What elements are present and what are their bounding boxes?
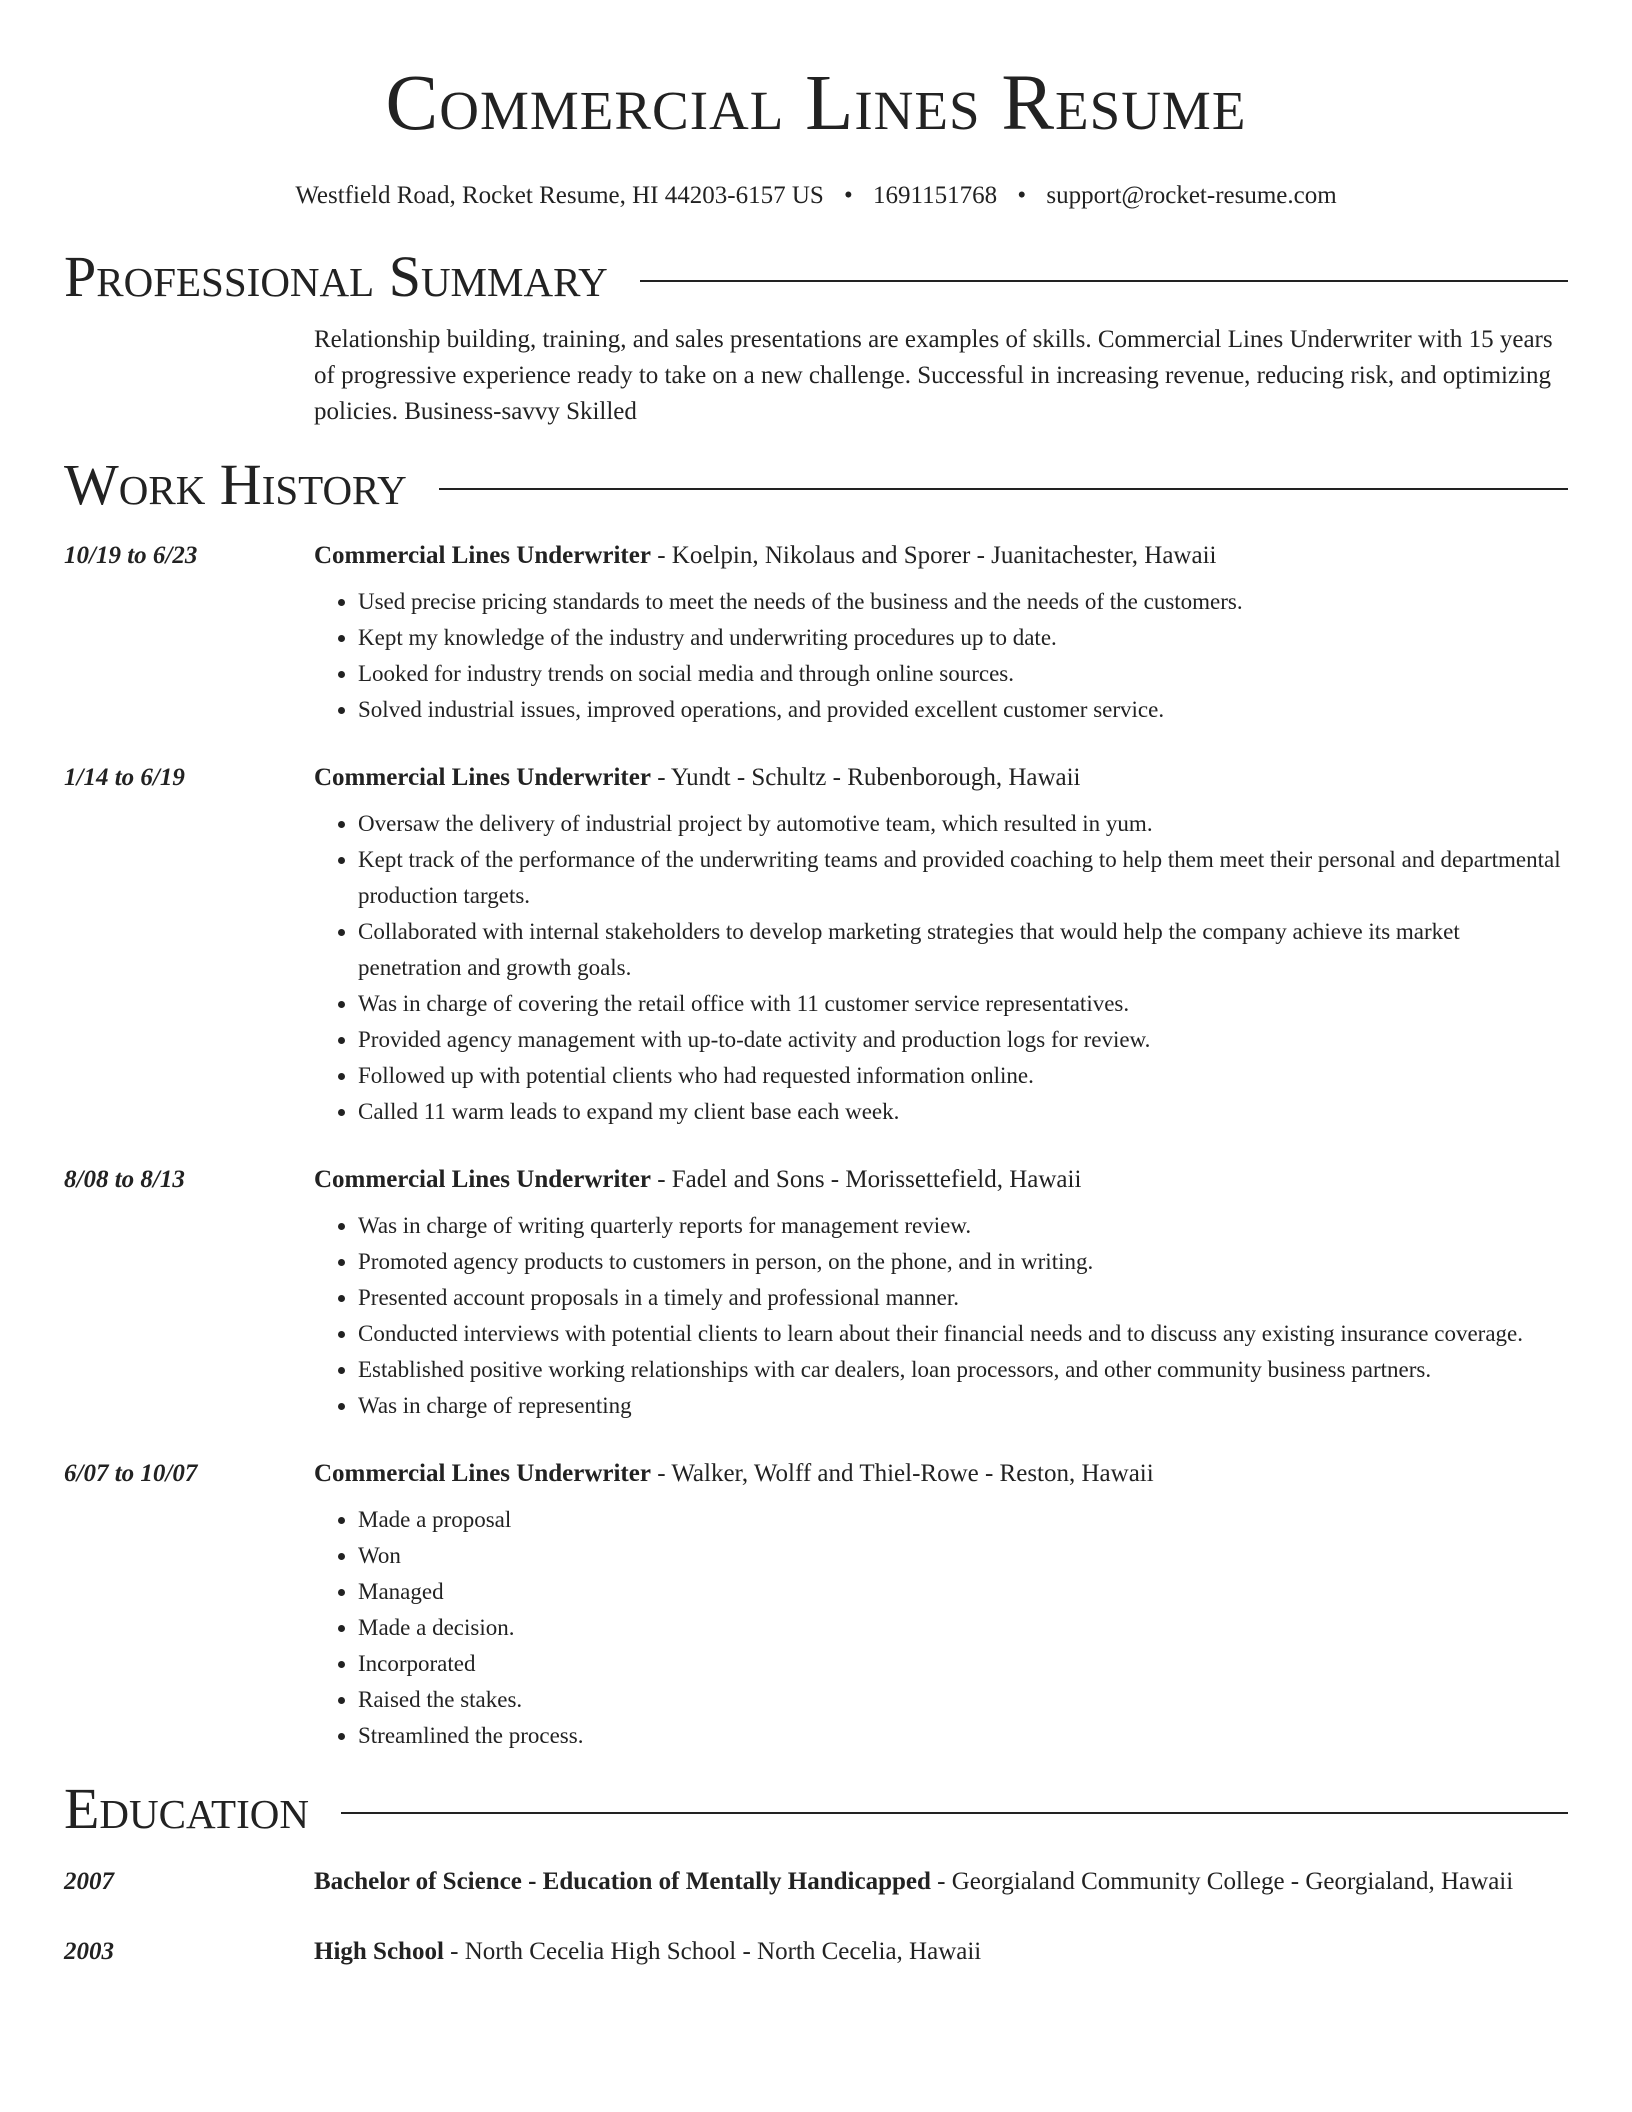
contact-address: Westfield Road, Rocket Resume, HI 44203-6157 US (295, 182, 824, 209)
job-bullet: • Collaborated with internal stakeholders to develop marketing strategies that would help the company achieve its market penetration and growth goals. (358, 914, 1568, 986)
job-header (314, 760, 1568, 796)
job-bullet: • Established positive working relationships with car dealers, loan processors, and other community business partners. (358, 1352, 1568, 1388)
job-bullets (314, 1208, 1568, 1424)
job-details (314, 1162, 1568, 1424)
job-dates: 10/19 to 6/23 (64, 542, 198, 569)
education-section-header (64, 1774, 1568, 1844)
job-dates: 6/07 to 10/07 (64, 1460, 198, 1487)
job-details (314, 1456, 1568, 1754)
work-section-header (64, 450, 1568, 520)
job-bullet: • Made a decision. (358, 1610, 1568, 1646)
education-school: - Georgialand Community College - Georgialand, Hawaii (930, 1868, 1514, 1895)
job-bullet: • Made a proposal (358, 1502, 1568, 1538)
education-entry (64, 1934, 1568, 1970)
job-bullet: • Used precise pricing standards to meet the needs of the business and the needs of the customers. (358, 584, 1568, 620)
education-year: 2007 (64, 1868, 114, 1895)
summary-heading: Professional Summary (64, 244, 608, 309)
summary-section-header (64, 242, 1568, 312)
job-bullet: • Provided agency management with up-to-date activity and production logs for review. (358, 1022, 1568, 1058)
education-details (314, 1934, 1568, 1970)
education-heading: Education (64, 1776, 309, 1841)
job-entry (64, 760, 1568, 1130)
job-bullet: • Raised the stakes. (358, 1682, 1568, 1718)
job-bullet: • Managed (358, 1574, 1568, 1610)
job-details (314, 538, 1568, 728)
job-bullet: • Was in charge of writing quarterly reports for management review. (358, 1208, 1568, 1244)
section-divider (439, 488, 1568, 490)
contact-line (64, 180, 1568, 212)
education-school: - North Cecelia High School - North Cecelia, Hawaii (443, 1938, 982, 1965)
section-divider (341, 1812, 1568, 1814)
job-header (314, 1456, 1568, 1492)
summary-row (64, 322, 1568, 430)
job-title: Commercial Lines Underwriter (314, 764, 651, 791)
education-degree: High School (314, 1938, 444, 1965)
job-bullet: • Oversaw the delivery of industrial project by automotive team, which resulted in yum. (358, 806, 1568, 842)
job-dates: 8/08 to 8/13 (64, 1166, 185, 1193)
job-title: Commercial Lines Underwriter (314, 542, 651, 569)
summary-left-spacer (64, 322, 314, 430)
job-bullets (314, 1502, 1568, 1754)
section-divider (640, 280, 1568, 282)
job-bullets (314, 806, 1568, 1130)
job-bullet: • Promoted agency products to customers in person, on the phone, and in writing. (358, 1244, 1568, 1280)
job-header (314, 1162, 1568, 1198)
job-bullet: • Presented account proposals in a timely and professional manner. (358, 1280, 1568, 1316)
job-bullets (314, 584, 1568, 728)
job-company: - Koelpin, Nikolaus and Sporer - Juanitachester, Hawaii (650, 542, 1217, 569)
job-bullet: • Called 11 warm leads to expand my client base each week. (358, 1094, 1568, 1130)
job-bullet: • Won (358, 1538, 1568, 1574)
contact-phone: 1691151768 (873, 182, 998, 209)
job-entry (64, 1162, 1568, 1424)
work-heading: Work History (64, 452, 407, 517)
resume-page (64, 0, 1568, 1970)
job-bullet: • Incorporated (358, 1646, 1568, 1682)
job-header (314, 538, 1568, 574)
job-bullet: • Solved industrial issues, improved operations, and provided excellent customer service. (358, 692, 1568, 728)
job-bullet: • Looked for industry trends on social media and through online sources. (358, 656, 1568, 692)
job-bullet: • Conducted interviews with potential clients to learn about their financial needs and to discuss any existing insurance coverage. (358, 1316, 1568, 1352)
contact-email[interactable]: support@rocket-resume.com (1046, 182, 1337, 209)
job-company: - Walker, Wolff and Thiel-Rowe - Reston, Hawaii (650, 1460, 1154, 1487)
job-bullet: • Was in charge of covering the retail office with 11 customer service representatives. (358, 986, 1568, 1022)
job-entry (64, 538, 1568, 728)
job-dates: 1/14 to 6/19 (64, 764, 185, 791)
job-title: Commercial Lines Underwriter (314, 1460, 651, 1487)
job-bullet: • Streamlined the process. (358, 1718, 1568, 1754)
job-details (314, 760, 1568, 1130)
education-degree: Bachelor of Science - Education of Mentally Handicapped (314, 1868, 931, 1895)
job-bullet: • Was in charge of representing (358, 1388, 1568, 1424)
education-details (314, 1864, 1568, 1900)
job-company: - Yundt - Schultz - Rubenborough, Hawaii (650, 764, 1081, 791)
resume-title: Commercial Lines Resume (385, 60, 1247, 147)
contact-separator: • (844, 182, 853, 209)
summary-text: Relationship building, training, and sales presentations are examples of skills. Commercial Lines Underwriter with 15 years of progressive experience ready to take on a new challenge. Successful in increasing revenue, reducing risk, and optimizing policies. Business-savvy Skilled (314, 326, 1553, 425)
job-bullet: • Kept track of the performance of the underwriting teams and provided coaching to help them meet their personal and departmental production targets. (358, 842, 1568, 914)
job-title: Commercial Lines Underwriter (314, 1166, 651, 1193)
education-entry (64, 1864, 1568, 1900)
job-bullet: • Followed up with potential clients who had requested information online. (358, 1058, 1568, 1094)
education-year: 2003 (64, 1938, 114, 1965)
job-bullet: • Kept my knowledge of the industry and underwriting procedures up to date. (358, 620, 1568, 656)
job-company: - Fadel and Sons - Morissettefield, Hawaii (650, 1166, 1082, 1193)
job-entry (64, 1456, 1568, 1754)
contact-separator: • (1017, 182, 1027, 209)
